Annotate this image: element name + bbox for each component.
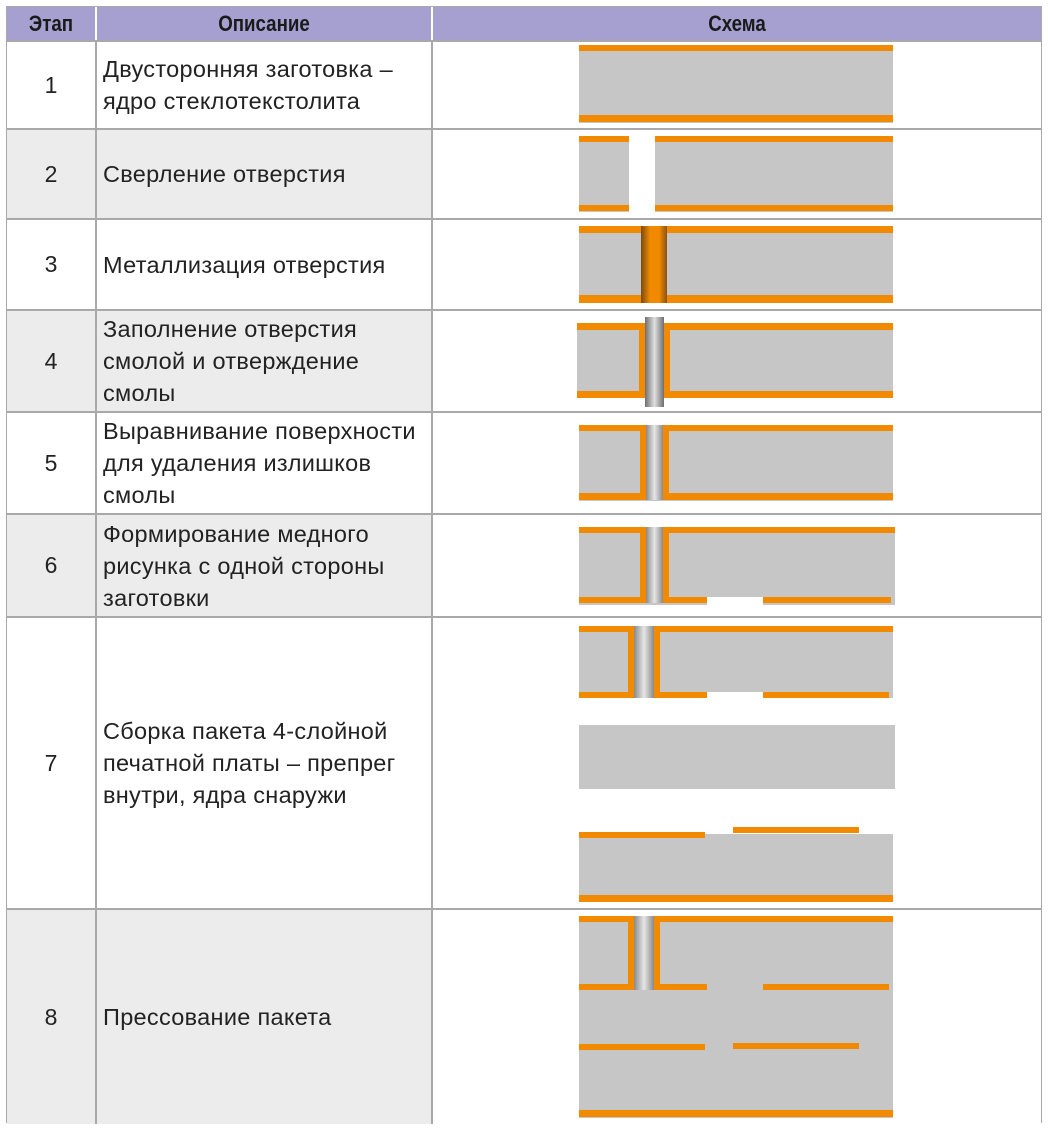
table-header <box>7 7 1041 40</box>
table-row <box>7 616 1041 908</box>
scheme-cell <box>433 910 1041 1124</box>
scheme-stack-assembly <box>433 618 1041 908</box>
scheme-cell <box>433 413 1041 513</box>
description-line: смолой и отверждение <box>103 348 360 374</box>
stage-number: 7 <box>44 749 58 776</box>
description-line: ядро стеклотекстолита <box>103 88 361 114</box>
scheme-one-side-pattern <box>433 515 1041 616</box>
description-line: Сборка пакета 4-слойной <box>103 718 388 744</box>
stage-number: 5 <box>44 449 58 476</box>
header-stage: Этап <box>28 11 74 36</box>
description-line: Двусторонняя заготовка – <box>103 56 393 82</box>
header-divider <box>431 7 433 40</box>
stage-description <box>97 220 431 309</box>
scheme-pressed-stack <box>433 910 1041 1124</box>
stage-description <box>97 413 431 513</box>
table-row <box>7 309 1041 411</box>
stage-number: 6 <box>44 552 58 578</box>
table-row <box>7 908 1041 1124</box>
description-line: Заполнение отверстия <box>103 316 358 342</box>
description-line: Металлизация отверстия <box>103 251 386 278</box>
stage-description <box>97 42 431 128</box>
table-row <box>7 128 1041 218</box>
description-line: для удаления излишков <box>103 450 372 476</box>
stage-number: 2 <box>44 160 58 187</box>
scheme-planarized <box>433 413 1041 513</box>
description-line: Выравнивание поверхности <box>103 418 416 444</box>
table-row <box>7 411 1041 513</box>
process-table <box>6 6 1042 1123</box>
table-row <box>7 40 1041 128</box>
stage-number: 1 <box>44 71 58 98</box>
stage-description <box>97 618 431 908</box>
scheme-plated-hole <box>433 220 1041 309</box>
header-description: Описание <box>218 11 310 36</box>
scheme-cell <box>433 618 1041 908</box>
description-line: рисунка с одной стороны <box>103 552 385 579</box>
stage-number: 3 <box>44 251 58 277</box>
scheme-cell <box>433 311 1041 411</box>
scheme-core-blank <box>433 42 1041 128</box>
description-line: внутри, ядра снаружи <box>103 782 347 808</box>
stage-number: 8 <box>44 1003 58 1030</box>
scheme-cell <box>433 515 1041 616</box>
description-line: Формирование медного <box>103 520 370 547</box>
description-line: Сверление отверстия <box>103 161 346 187</box>
stage-description <box>97 311 431 411</box>
description-line: заготовки <box>103 584 210 611</box>
header-divider <box>95 7 97 40</box>
stage-number: 4 <box>44 347 58 374</box>
stage-description <box>97 130 431 218</box>
description-line: смолы <box>103 482 176 508</box>
description-line: Прессование пакета <box>103 1004 332 1030</box>
description-line: смолы <box>103 380 176 406</box>
stage-description <box>97 515 431 616</box>
header-scheme: Схема <box>708 11 766 36</box>
table-row <box>7 513 1041 616</box>
scheme-drilled-hole <box>433 130 1041 218</box>
description-line: печатной платы – препрег <box>103 750 396 776</box>
scheme-cell <box>433 220 1041 309</box>
scheme-cell <box>433 42 1041 128</box>
scheme-cell <box>433 130 1041 218</box>
table-row <box>7 218 1041 309</box>
stage-description <box>97 910 431 1124</box>
scheme-resin-filled <box>433 311 1041 411</box>
